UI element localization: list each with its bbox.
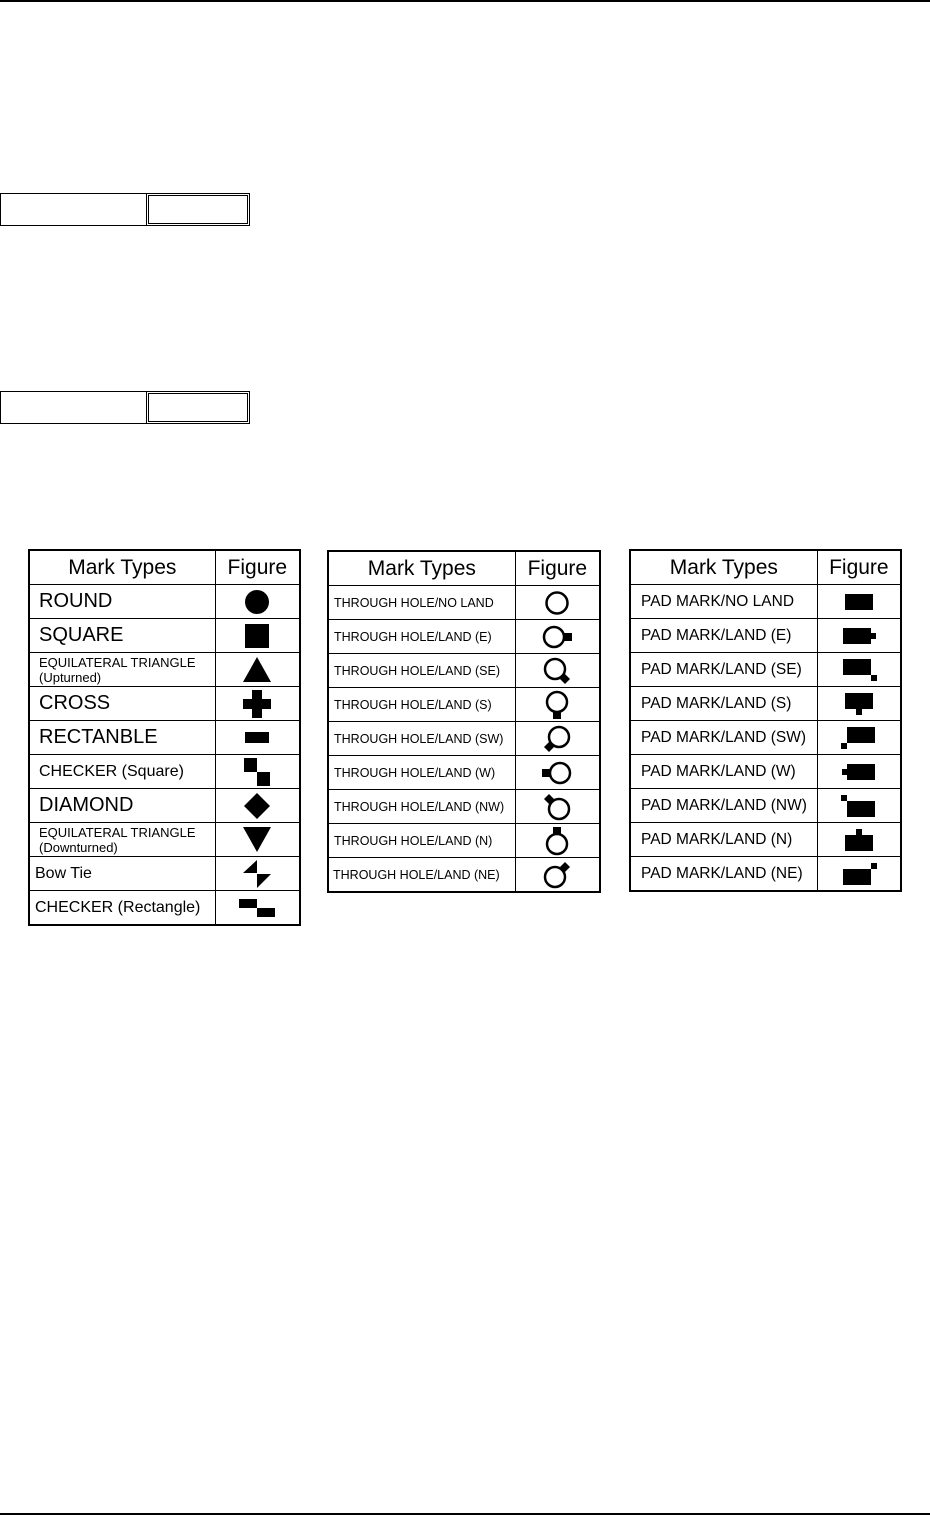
mark-type-label — [29, 823, 215, 857]
table-row — [630, 789, 901, 823]
mark-type-label: PAD MARK/LAND (SW) — [630, 721, 817, 755]
header-rule — [0, 0, 930, 2]
table-row — [630, 721, 901, 755]
mark-type-label: THROUGH HOLE/LAND (SE) — [328, 654, 515, 688]
through-hole-land-ne-icon — [516, 860, 599, 890]
mark-type-label: THROUGH HOLE/LAND (E) — [328, 620, 515, 654]
field-box-1 — [0, 193, 249, 226]
table-row — [328, 756, 600, 790]
table-row — [328, 586, 600, 620]
field-box-1-value — [148, 195, 248, 224]
table-row — [630, 823, 901, 857]
pad-mark-no-land-icon — [818, 590, 900, 614]
table-row — [29, 789, 300, 823]
bow-tie-icon — [216, 860, 299, 888]
mark-type-label: RECTANBLE — [29, 721, 215, 755]
table-row — [29, 755, 300, 789]
table-row — [630, 857, 901, 892]
mark-type-label: PAD MARK/LAND (NW) — [630, 789, 817, 823]
mark-type-label: CHECKER (Rectangle) — [29, 891, 215, 926]
mark-type-label-line2: (Downturned) — [39, 839, 118, 855]
pad-mark-land-nw-icon — [818, 793, 900, 819]
column-header-figure: Figure — [817, 550, 901, 585]
through-hole-land-n-icon — [516, 826, 599, 856]
table-row — [29, 653, 300, 687]
table-row — [29, 891, 300, 926]
through-hole-land-se-icon — [516, 656, 599, 686]
table-row — [328, 858, 600, 893]
mark-type-label: PAD MARK/LAND (SE) — [630, 653, 817, 687]
through-hole-land-w-icon — [516, 758, 599, 788]
rectangle-icon — [216, 732, 299, 743]
column-header-mark-types: Mark Types — [630, 550, 817, 585]
mark-type-label: THROUGH HOLE/LAND (S) — [328, 688, 515, 722]
mark-type-label: CROSS — [29, 687, 215, 721]
table-row — [328, 620, 600, 654]
mark-type-label-line2: (Upturned) — [39, 669, 102, 685]
pad-mark-land-s-icon — [818, 691, 900, 717]
triangle-down-icon — [216, 827, 299, 852]
field-box-2 — [0, 391, 249, 424]
column-header-mark-types: Mark Types — [328, 551, 515, 586]
table-row — [29, 687, 300, 721]
table-row — [328, 824, 600, 858]
through-hole-land-e-icon — [516, 622, 599, 652]
square-filled-icon — [216, 624, 299, 648]
mark-type-label: PAD MARK/LAND (NE) — [630, 857, 817, 892]
mark-type-label-line1: EQUILATERAL TRIANGLE — [39, 654, 196, 670]
table-row — [630, 619, 901, 653]
table-row — [328, 688, 600, 722]
pad-mark-land-se-icon — [818, 657, 900, 683]
mark-type-label: THROUGH HOLE/LAND (NE) — [328, 858, 515, 893]
mark-type-label: THROUGH HOLE/LAND (N) — [328, 824, 515, 858]
table-row — [29, 619, 300, 653]
diamond-icon — [216, 792, 299, 820]
table-row — [328, 722, 600, 756]
table-row — [630, 585, 901, 619]
table-row — [630, 687, 901, 721]
mark-type-label: PAD MARK/LAND (E) — [630, 619, 817, 653]
mark-type-label: THROUGH HOLE/LAND (SW) — [328, 722, 515, 756]
mark-type-label: THROUGH HOLE/LAND (NW) — [328, 790, 515, 824]
table-row — [29, 823, 300, 857]
mark-type-label — [29, 653, 215, 687]
cross-icon — [216, 690, 299, 718]
table-row — [29, 721, 300, 755]
mark-type-label: PAD MARK/LAND (N) — [630, 823, 817, 857]
table-row — [29, 857, 300, 891]
mark-types-table-through-hole — [327, 550, 601, 893]
footer-rule — [0, 1513, 930, 1515]
mark-type-label: THROUGH HOLE/NO LAND — [328, 586, 515, 620]
mark-type-label: PAD MARK/NO LAND — [630, 585, 817, 619]
mark-type-label: PAD MARK/LAND (S) — [630, 687, 817, 721]
triangle-up-icon — [216, 657, 299, 682]
table-row — [328, 654, 600, 688]
column-header-mark-types: Mark Types — [29, 550, 215, 585]
through-hole-land-nw-icon — [516, 792, 599, 822]
table-row — [29, 585, 300, 619]
mark-type-label: ROUND — [29, 585, 215, 619]
mark-type-label: CHECKER (Square) — [29, 755, 215, 789]
table-row — [328, 790, 600, 824]
mark-type-label: THROUGH HOLE/LAND (W) — [328, 756, 515, 790]
circle-filled-icon — [216, 589, 299, 615]
mark-types-table-pad-mark — [629, 549, 902, 892]
through-hole-no-land-icon — [516, 588, 599, 618]
mark-type-label: Bow Tie — [29, 857, 215, 891]
pad-mark-land-sw-icon — [818, 725, 900, 751]
mark-types-table-basic — [28, 549, 301, 926]
column-header-figure: Figure — [215, 550, 300, 585]
pad-mark-land-w-icon — [818, 760, 900, 784]
column-header-figure: Figure — [515, 551, 600, 586]
mark-type-label: SQUARE — [29, 619, 215, 653]
pad-mark-land-ne-icon — [818, 861, 900, 887]
checker-rectangle-icon — [216, 899, 299, 917]
pad-mark-land-n-icon — [818, 827, 900, 853]
pad-mark-land-e-icon — [818, 624, 900, 648]
through-hole-land-s-icon — [516, 690, 599, 720]
table-row — [630, 755, 901, 789]
through-hole-land-sw-icon — [516, 724, 599, 754]
mark-type-label: DIAMOND — [29, 789, 215, 823]
checker-square-icon — [216, 758, 299, 786]
table-row — [630, 653, 901, 687]
field-box-2-value — [148, 393, 248, 422]
mark-type-label: PAD MARK/LAND (W) — [630, 755, 817, 789]
mark-type-label-line1: EQUILATERAL TRIANGLE — [39, 824, 196, 840]
